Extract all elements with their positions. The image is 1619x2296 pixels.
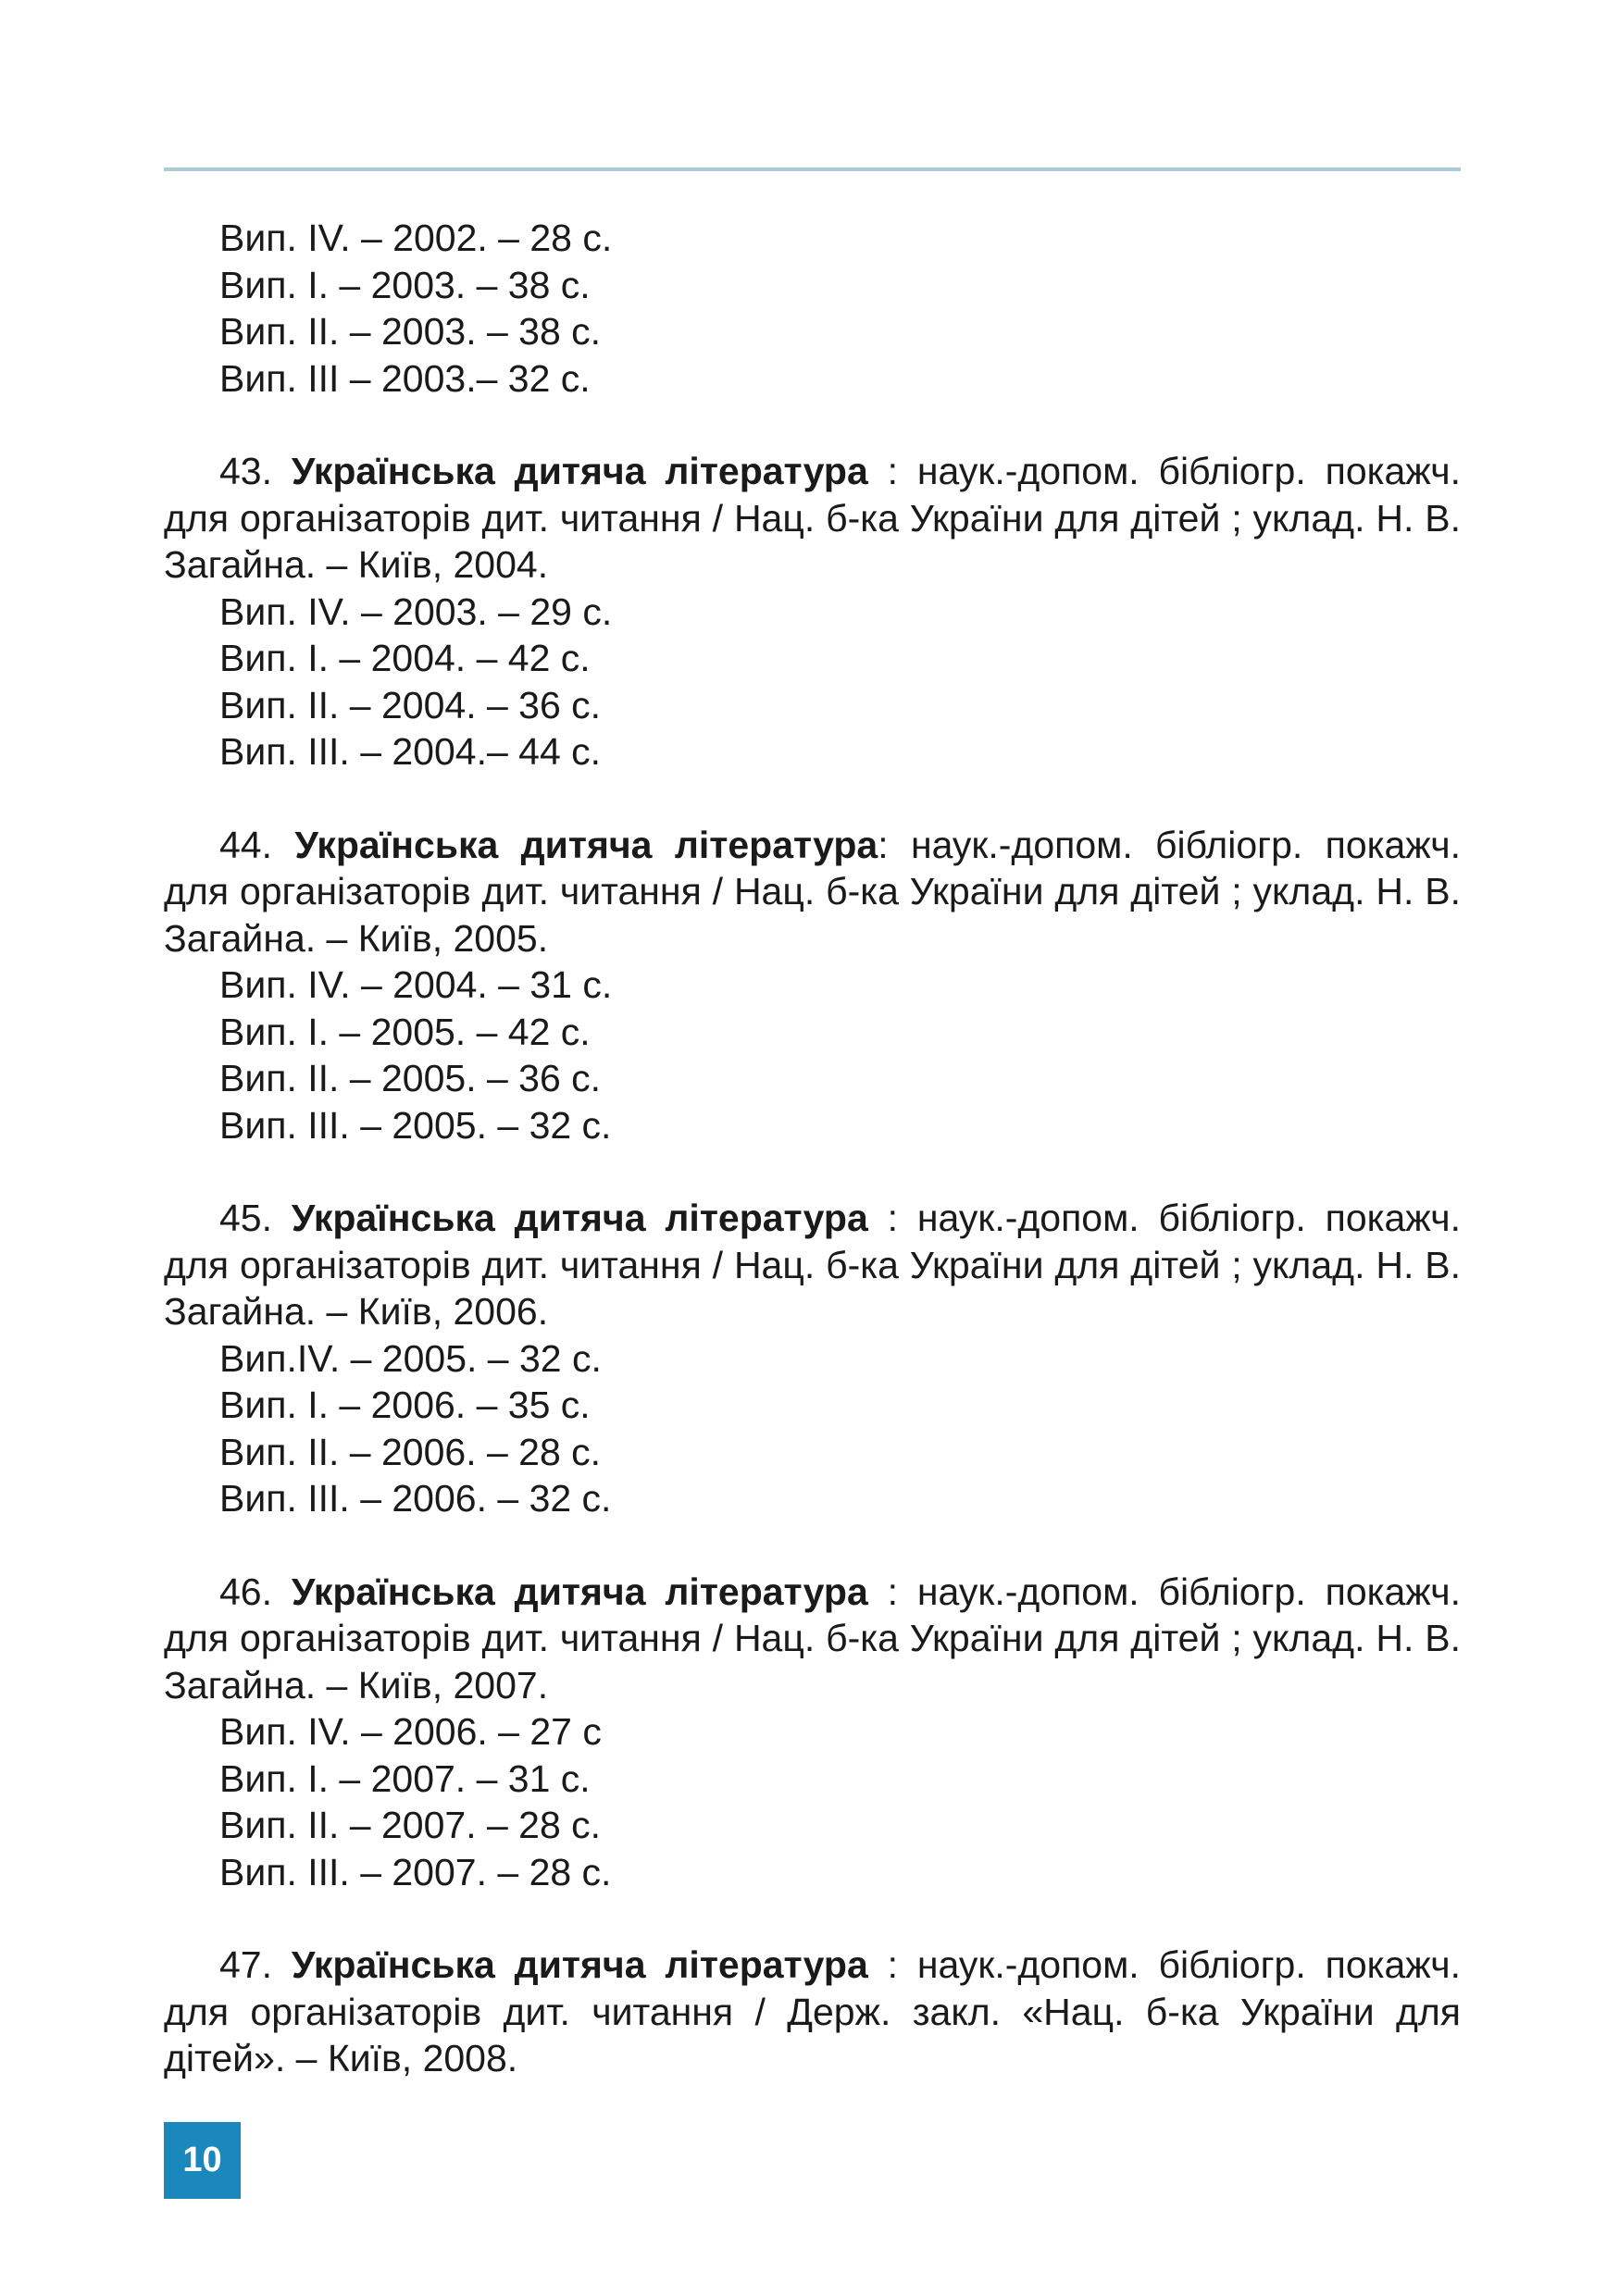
volume-line: Вип. III. – 2006. – 32 с. bbox=[219, 1477, 612, 1520]
bib-entry-47 bbox=[164, 1942, 1461, 2082]
entry-title: Українська дитяча література bbox=[294, 823, 878, 866]
entry-details: : наук.-допом. бібліогр. покажч. для організаторів дит. читання / Нац. б-ка України для дітей ; уклад. Н. В. Загайна. – Київ, 2005. bbox=[164, 823, 1461, 960]
volume-line: Вип. II. – 2005. – 36 с. bbox=[219, 1057, 602, 1099]
volume-line: Вип. IV. – 2003. – 29 с. bbox=[219, 590, 613, 633]
entry-number: 44. bbox=[219, 823, 272, 866]
volume-line: Вип. I. – 2007. – 31 с. bbox=[219, 1756, 591, 1800]
entry-description bbox=[164, 1942, 1461, 2082]
entry-title: Українська дитяча література bbox=[291, 1943, 868, 1986]
volume-line: Вип. I. – 2003. – 38 с. bbox=[219, 263, 591, 306]
entry-number: 46. bbox=[219, 1570, 272, 1613]
entry-description bbox=[164, 1195, 1461, 1335]
volume-line: Вип.IV. – 2005. – 32 с. bbox=[219, 1336, 602, 1380]
entry-number: 45. bbox=[219, 1197, 272, 1239]
bib-entry-43 bbox=[164, 448, 1461, 776]
volume-line: Вип. II. – 2007. – 28 с. bbox=[219, 1804, 602, 1846]
entry-description bbox=[164, 1569, 1461, 1709]
entry-number: 43. bbox=[219, 450, 272, 492]
volume-line: Вип. I. – 2006. – 35 с. bbox=[219, 1384, 591, 1426]
entry-number: 47. bbox=[219, 1943, 272, 1986]
bib-entry-45 bbox=[164, 1195, 1461, 1522]
volume-line: Вип. III. – 2005. – 32 с. bbox=[219, 1103, 612, 1147]
page-number: 10 bbox=[164, 2122, 241, 2199]
volume-line: Вип. III. – 2007. – 28 с. bbox=[219, 1850, 612, 1893]
volume-line: Вип. II. – 2006. – 28 с. bbox=[219, 1430, 602, 1473]
header-rule bbox=[164, 168, 1461, 171]
entry-details: : наук.-допом. бібліогр. покажч. для організаторів дит. читання / Нац. б-ка України для дітей ; уклад. Н. В. Загайна. – Київ, 2006. bbox=[164, 1197, 1461, 1333]
entry-description bbox=[164, 448, 1461, 589]
entry-details: : наук.-допом. бібліогр. покажч. для організаторів дит. читання / Нац. б-ка України для дітей ; уклад. Н. В. Загайна. – Київ, 2007. bbox=[164, 1570, 1461, 1706]
entry-title: Українська дитяча література bbox=[291, 450, 868, 492]
volume-line: Вип. III – 2003.– 32 с. bbox=[219, 356, 591, 400]
volume-line: Вип. I. – 2005. – 42 с. bbox=[219, 1010, 591, 1053]
entry-details: : наук.-допом. бібліогр. покажч. для організаторів дит. читання / Держ. закл. «Нац. б-ка України для дітей». – Київ, 2008. bbox=[164, 1943, 1461, 2079]
volume-line: Вип. IV. – 2002. – 28 с. bbox=[219, 217, 613, 259]
entry-title: Українська дитяча література bbox=[291, 1197, 868, 1239]
page-content bbox=[164, 215, 1461, 2082]
entry-title: Українська дитяча література bbox=[291, 1570, 868, 1613]
bib-entry-46 bbox=[164, 1569, 1461, 1896]
volume-line: Вип. II. – 2003. – 38 с. bbox=[219, 310, 602, 353]
volume-line: Вип. IV. – 2004. – 31 с. bbox=[219, 963, 613, 1006]
leading-volumes bbox=[164, 215, 1461, 402]
volume-line: Вип. IV. – 2006. – 27 с bbox=[219, 1710, 602, 1753]
entry-description bbox=[164, 822, 1461, 962]
volume-line: Вип. III. – 2004.– 44 с. bbox=[219, 730, 602, 773]
volume-line: Вип. I. – 2004. – 42 с. bbox=[219, 637, 591, 679]
volume-line: Вип. II. – 2004. – 36 с. bbox=[219, 683, 602, 726]
entry-details: : наук.-допом. бібліогр. покажч. для організаторів дит. читання / Нац. б-ка України для дітей ; уклад. Н. В. Загайна. – Київ, 2004. bbox=[164, 450, 1461, 586]
bib-entry-44 bbox=[164, 822, 1461, 1149]
